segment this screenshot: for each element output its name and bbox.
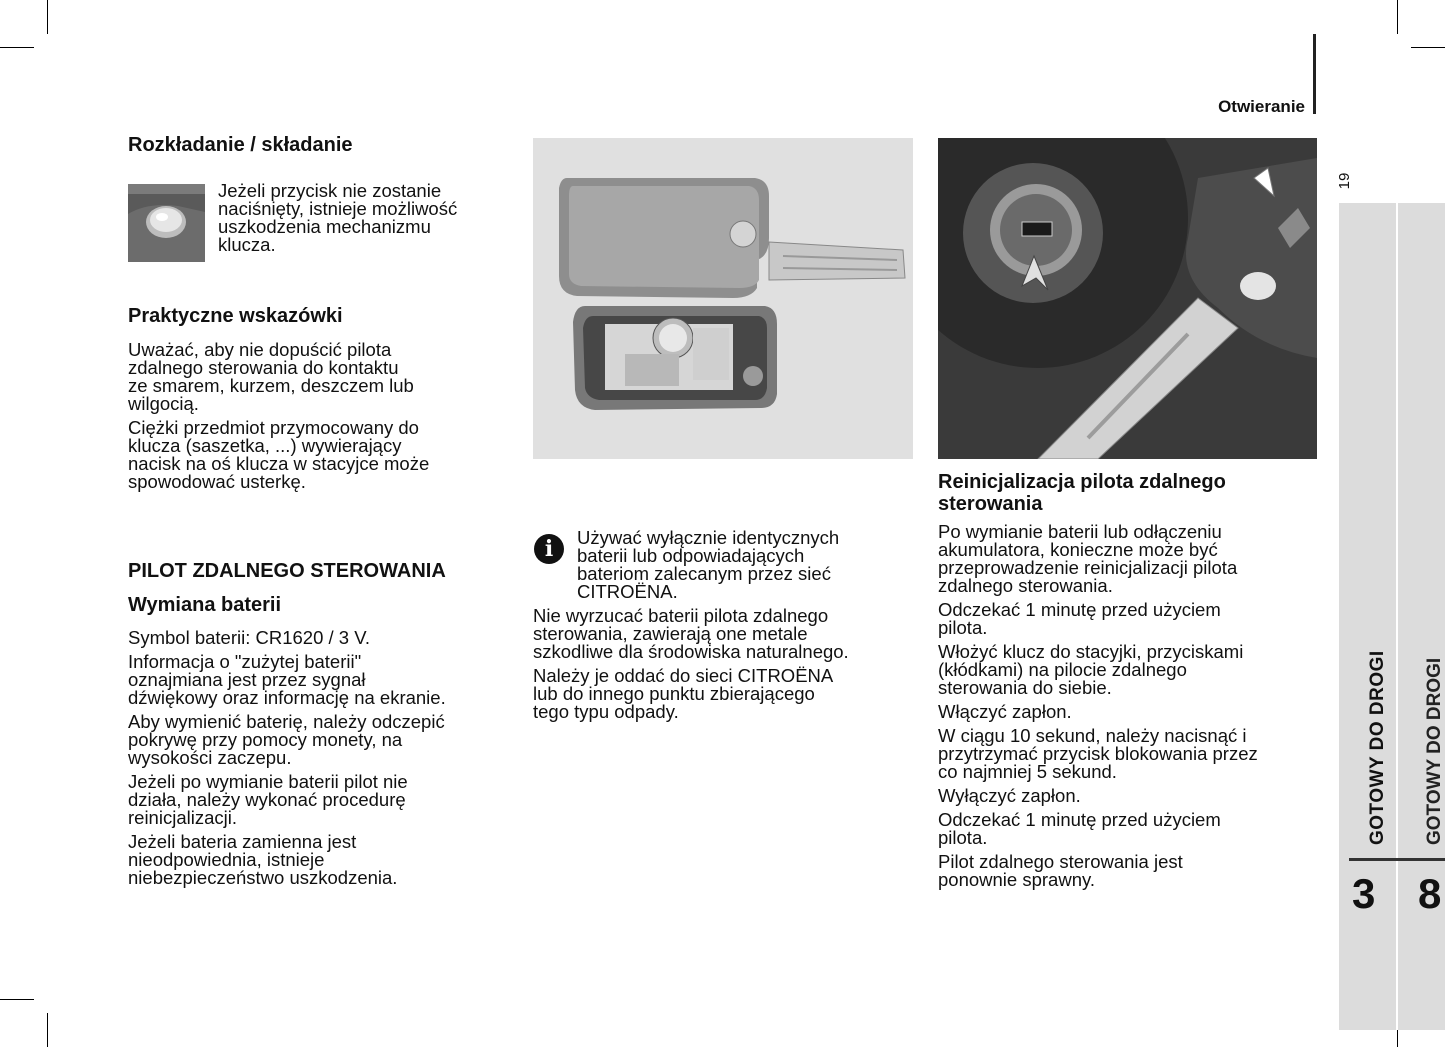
remote-section [128, 560, 518, 893]
crop-mark [0, 999, 34, 1000]
text-line: przytrzymać przycisk blokowania przez [938, 743, 1258, 764]
text-line: przeprowadzenie reinicjalizacji pilota [938, 557, 1238, 578]
tips-paragraph-1 [128, 341, 518, 413]
text-line: Jeżeli przycisk nie zostanie [218, 180, 442, 201]
text-line: wysokości zaczepu. [128, 747, 292, 768]
text-line: dźwiękowy oraz informację na ekranie. [128, 687, 446, 708]
tips-section [128, 305, 518, 497]
info-icon: i [534, 534, 564, 564]
text-line: Informacja o "zużytej baterii" [128, 651, 362, 672]
reinit-paragraph-6 [938, 787, 1328, 805]
text-line: Uważać, aby nie dopuścić pilota [128, 339, 392, 360]
tips-paragraph-2 [128, 419, 518, 491]
crop-mark [47, 0, 48, 34]
fold-text [218, 182, 508, 254]
text-line: uszkodzenia mechanizmu [218, 216, 431, 237]
battery-title: Wymiana baterii [128, 594, 282, 616]
ignition-key-illustration [938, 138, 1317, 459]
column-1 [128, 134, 508, 156]
text-line: CITROËNA. [577, 581, 678, 602]
text-line: Po wymianie baterii lub odłączeniu [938, 521, 1222, 542]
tips-title: Praktyczne wskazówki [128, 305, 343, 327]
text-line: tego typu odpady. [533, 701, 679, 722]
text-line: W ciągu 10 sekund, należy nacisnąć i [938, 725, 1247, 746]
text-line: Należy je oddać do sieci CITROËNA [533, 665, 834, 686]
text-line: Symbol baterii: CR1620 / 3 V. [128, 627, 370, 648]
title-line: Reinicjalizacja pilota zdalnego [938, 471, 1226, 493]
text-line: pilota. [938, 827, 988, 848]
text-line: klucza (saszetka, ...) wywierający [128, 435, 402, 456]
key-button-thumbnail [128, 184, 205, 262]
text-line: pilota. [938, 617, 988, 638]
text-line: niebezpieczeństwo uszkodzenia. [128, 867, 398, 888]
text-line: (kłódkami) na pilocie zdalnego [938, 659, 1187, 680]
reinit-title [938, 471, 1328, 515]
text-line: ze smarem, kurzem, deszczem lub [128, 375, 414, 396]
remote-title: PILOT ZDALNEGO STEROWANIA [128, 560, 446, 582]
chapter-number: 3 [1352, 870, 1376, 917]
text-line: sterowania, zawierają one metale [533, 623, 808, 644]
text-line: nacisk na oś klucza w stacyjce może [128, 453, 430, 474]
info-note [577, 529, 907, 601]
battery-paragraph-1 [128, 629, 518, 647]
text-line: naciśnięty, istnieje możliwość [218, 198, 458, 219]
text-line: wilgocią. [128, 393, 199, 414]
text-line: Włożyć klucz do stacyjki, przyciskami [938, 641, 1244, 662]
chapter-tab-rule [1349, 858, 1445, 861]
text-line: sterowania do siebie. [938, 677, 1112, 698]
text-line: lub do innego punktu zbierającego [533, 683, 815, 704]
chapter-tab-divider [1396, 203, 1398, 1030]
fold-title: Rozkładanie / składanie [128, 134, 353, 156]
text-line: Używać wyłącznie identycznych [577, 527, 840, 548]
disposal-notes [533, 607, 913, 727]
text-line: Włączyć zapłon. [938, 701, 1072, 722]
text-line: zdalnego sterowania. [938, 575, 1113, 596]
text-line: Jeżeli po wymianie baterii pilot nie [128, 771, 408, 792]
disposal-paragraph-1 [533, 607, 913, 661]
open-key-illustration [533, 138, 913, 459]
text-line: akumulatora, konieczne może być [938, 539, 1218, 560]
text-line: szkodliwe dla środowiska naturalnego. [533, 641, 849, 662]
text-line: działa, należy wykonać procedurę [128, 789, 406, 810]
text-line: oznajmiana jest przez sygnał [128, 669, 366, 690]
page-number: 19 [1336, 172, 1353, 190]
section-header: Otwieranie [1218, 97, 1305, 116]
reinit-paragraph-4 [938, 703, 1328, 721]
title-line: sterowania [938, 493, 1043, 515]
text-line: klucza. [218, 234, 276, 255]
crop-mark [1411, 47, 1445, 48]
crop-mark [47, 1013, 48, 1047]
text-line: Aby wymienić baterię, należy odczepić [128, 711, 445, 732]
battery-paragraph-5 [128, 833, 518, 887]
reinit-paragraph-5 [938, 727, 1328, 781]
reinit-paragraph-1 [938, 523, 1328, 595]
text-line: nieodpowiednia, istnieje [128, 849, 325, 870]
battery-paragraph-2 [128, 653, 518, 707]
text-line: reinicjalizacji. [128, 807, 237, 828]
reinit-paragraph-3 [938, 643, 1328, 697]
text-line: bateriom zalecanym przez sieć [577, 563, 831, 584]
text-line: zdalnego sterowania do kontaktu [128, 357, 399, 378]
text-line: Odczekać 1 minutę przed użyciem [938, 809, 1221, 830]
reinit-section [938, 471, 1328, 895]
battery-paragraph-4 [128, 773, 518, 827]
text-line: Nie wyrzucać baterii pilota zdalnego [533, 605, 829, 626]
crop-mark [1397, 0, 1398, 34]
text-line: Ciężki przedmiot przymocowany do [128, 417, 419, 438]
text-line: Odczekać 1 minutę przed użyciem [938, 599, 1221, 620]
header-rule [1313, 34, 1316, 114]
reinit-paragraph-8 [938, 853, 1328, 889]
text-line: Wyłączyć zapłon. [938, 785, 1081, 806]
chapter-number-next: 8 [1418, 870, 1442, 917]
reinit-paragraph-2 [938, 601, 1328, 637]
text-line: Jeżeli bateria zamienna jest [128, 831, 357, 852]
text-line: ponownie sprawny. [938, 869, 1095, 890]
crop-mark [0, 47, 34, 48]
text-line: Pilot zdalnego sterowania jest [938, 851, 1183, 872]
reinit-paragraph-7 [938, 811, 1328, 847]
disposal-paragraph-2 [533, 667, 913, 721]
text-line: co najmniej 5 sekund. [938, 761, 1117, 782]
text-line: pokrywę przy pomocy monety, na [128, 729, 403, 750]
battery-paragraph-3 [128, 713, 518, 767]
text-line: baterii lub odpowiadających [577, 545, 805, 566]
text-line: spowodować usterkę. [128, 471, 306, 492]
